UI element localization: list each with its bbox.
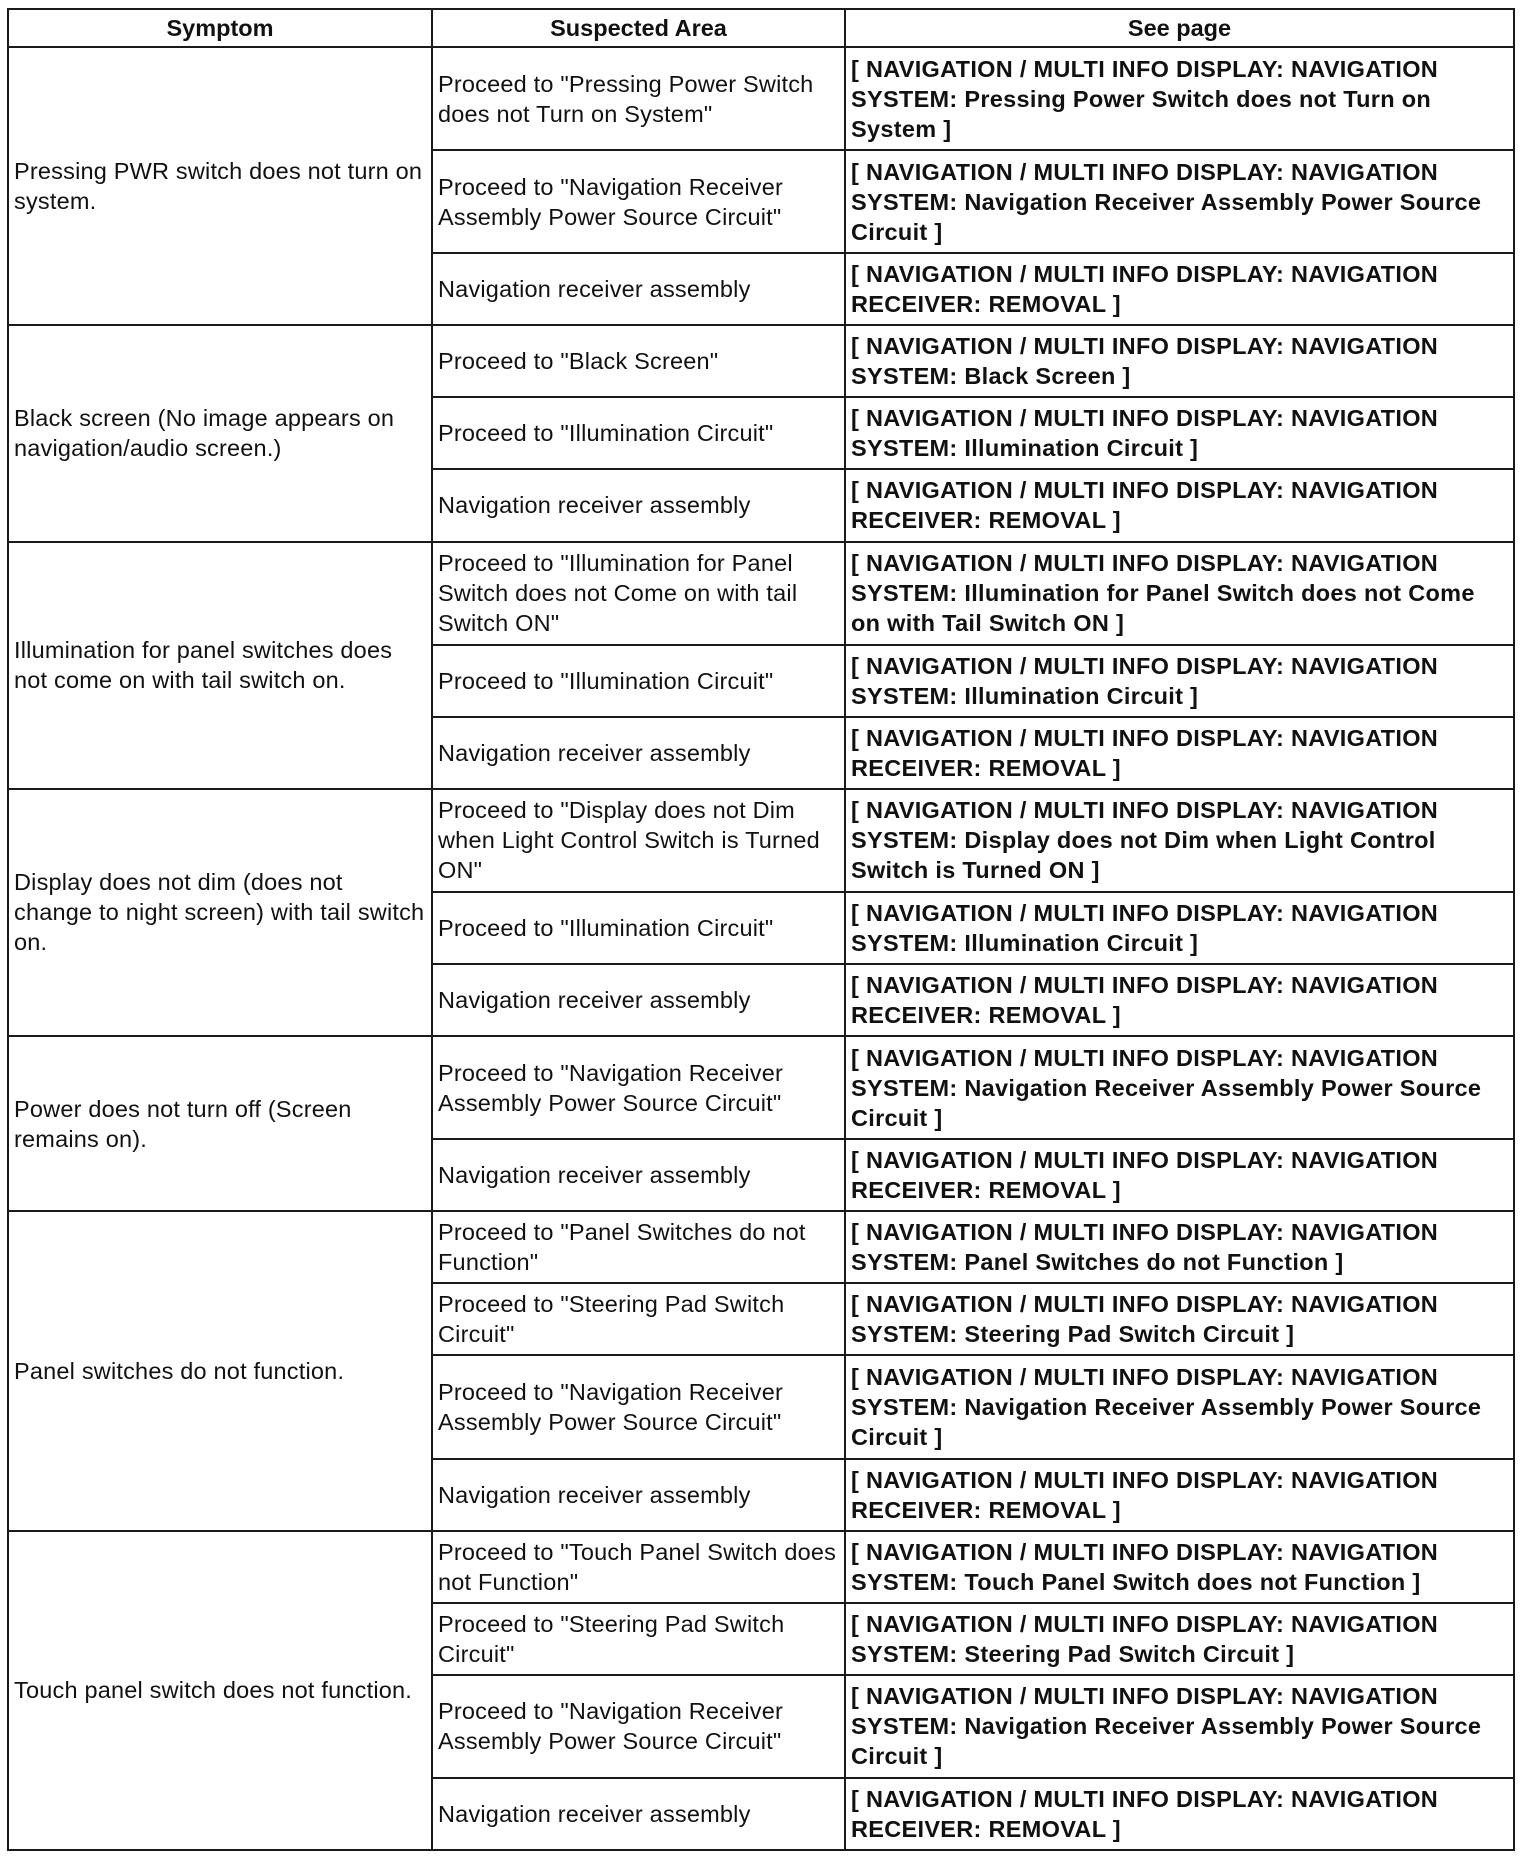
suspected-area-cell: Navigation receiver assembly (432, 1778, 845, 1850)
suspected-area-cell: Proceed to "Touch Panel Switch does not Function" (432, 1531, 845, 1603)
suspected-area-cell: Navigation receiver assembly (432, 1139, 845, 1211)
symptom-cell: Pressing PWR switch does not turn on system. (8, 47, 432, 325)
suspected-area-cell: Proceed to "Illumination for Panel Switch does not Come on with tail Switch ON" (432, 542, 845, 645)
table-row (8, 47, 1514, 150)
suspected-area-cell: Proceed to "Navigation Receiver Assembly Power Source Circuit" (432, 1036, 845, 1139)
table-row (8, 325, 1514, 397)
see-page-link[interactable]: [ NAVIGATION / MULTI INFO DISPLAY: NAVIGATION SYSTEM: Panel Switches do not Function ] (845, 1211, 1514, 1283)
suspected-area-cell: Proceed to "Illumination Circuit" (432, 892, 845, 964)
suspected-area-cell: Proceed to "Illumination Circuit" (432, 645, 845, 717)
see-page-link[interactable]: [ NAVIGATION / MULTI INFO DISPLAY: NAVIGATION SYSTEM: Display does not Dim when Light Control Switch is Turned ON ] (845, 789, 1514, 892)
see-page-link[interactable]: [ NAVIGATION / MULTI INFO DISPLAY: NAVIGATION SYSTEM: Steering Pad Switch Circuit ] (845, 1283, 1514, 1355)
symptom-cell: Power does not turn off (Screen remains on). (8, 1036, 432, 1211)
table-row (8, 542, 1514, 645)
suspected-area-cell: Navigation receiver assembly (432, 253, 845, 325)
see-page-link[interactable]: [ NAVIGATION / MULTI INFO DISPLAY: NAVIGATION RECEIVER: REMOVAL ] (845, 253, 1514, 325)
suspected-area-cell: Navigation receiver assembly (432, 1459, 845, 1531)
see-page-link[interactable]: [ NAVIGATION / MULTI INFO DISPLAY: NAVIGATION RECEIVER: REMOVAL ] (845, 1778, 1514, 1850)
see-page-link[interactable]: [ NAVIGATION / MULTI INFO DISPLAY: NAVIGATION SYSTEM: Navigation Receiver Assembly Power Source Circuit ] (845, 150, 1514, 253)
suspected-area-cell: Proceed to "Steering Pad Switch Circuit" (432, 1283, 845, 1355)
column-header-see-page: See page (845, 9, 1514, 47)
see-page-link[interactable]: [ NAVIGATION / MULTI INFO DISPLAY: NAVIGATION SYSTEM: Illumination for Panel Switch does not Come on with Tail Switch ON ] (845, 542, 1514, 645)
symptom-cell: Panel switches do not function. (8, 1211, 432, 1530)
suspected-area-cell: Proceed to "Navigation Receiver Assembly Power Source Circuit" (432, 1675, 845, 1778)
see-page-link[interactable]: [ NAVIGATION / MULTI INFO DISPLAY: NAVIGATION SYSTEM: Navigation Receiver Assembly Power Source Circuit ] (845, 1036, 1514, 1139)
table-body (8, 47, 1514, 1850)
see-page-link[interactable]: [ NAVIGATION / MULTI INFO DISPLAY: NAVIGATION SYSTEM: Illumination Circuit ] (845, 397, 1514, 469)
see-page-link[interactable]: [ NAVIGATION / MULTI INFO DISPLAY: NAVIGATION SYSTEM: Pressing Power Switch does not Turn on System ] (845, 47, 1514, 150)
suspected-area-cell: Proceed to "Navigation Receiver Assembly Power Source Circuit" (432, 1355, 845, 1458)
column-header-symptom: Symptom (8, 9, 432, 47)
suspected-area-cell: Proceed to "Navigation Receiver Assembly Power Source Circuit" (432, 150, 845, 253)
see-page-link[interactable]: [ NAVIGATION / MULTI INFO DISPLAY: NAVIGATION RECEIVER: REMOVAL ] (845, 1459, 1514, 1531)
see-page-link[interactable]: [ NAVIGATION / MULTI INFO DISPLAY: NAVIGATION SYSTEM: Illumination Circuit ] (845, 645, 1514, 717)
see-page-link[interactable]: [ NAVIGATION / MULTI INFO DISPLAY: NAVIGATION RECEIVER: REMOVAL ] (845, 1139, 1514, 1211)
see-page-link[interactable]: [ NAVIGATION / MULTI INFO DISPLAY: NAVIGATION RECEIVER: REMOVAL ] (845, 964, 1514, 1036)
suspected-area-cell: Navigation receiver assembly (432, 717, 845, 789)
suspected-area-cell: Proceed to "Pressing Power Switch does not Turn on System" (432, 47, 845, 150)
see-page-link[interactable]: [ NAVIGATION / MULTI INFO DISPLAY: NAVIGATION SYSTEM: Navigation Receiver Assembly Power Source Circuit ] (845, 1675, 1514, 1778)
symptom-cell: Black screen (No image appears on navigation/audio screen.) (8, 325, 432, 541)
see-page-link[interactable]: [ NAVIGATION / MULTI INFO DISPLAY: NAVIGATION SYSTEM: Black Screen ] (845, 325, 1514, 397)
table-row (8, 1531, 1514, 1603)
see-page-link[interactable]: [ NAVIGATION / MULTI INFO DISPLAY: NAVIGATION SYSTEM: Illumination Circuit ] (845, 892, 1514, 964)
suspected-area-cell: Navigation receiver assembly (432, 469, 845, 541)
suspected-area-cell: Proceed to "Steering Pad Switch Circuit" (432, 1603, 845, 1675)
table-header-row (8, 9, 1514, 47)
table-row (8, 1036, 1514, 1139)
table-row (8, 789, 1514, 892)
see-page-link[interactable]: [ NAVIGATION / MULTI INFO DISPLAY: NAVIGATION SYSTEM: Navigation Receiver Assembly Power Source Circuit ] (845, 1355, 1514, 1458)
suspected-area-cell: Proceed to "Illumination Circuit" (432, 397, 845, 469)
suspected-area-cell: Proceed to "Display does not Dim when Light Control Switch is Turned ON" (432, 789, 845, 892)
column-header-suspected-area: Suspected Area (432, 9, 845, 47)
symptom-cell: Display does not dim (does not change to night screen) with tail switch on. (8, 789, 432, 1036)
symptom-table (7, 8, 1515, 1851)
see-page-link[interactable]: [ NAVIGATION / MULTI INFO DISPLAY: NAVIGATION SYSTEM: Touch Panel Switch does not Function ] (845, 1531, 1514, 1603)
suspected-area-cell: Proceed to "Black Screen" (432, 325, 845, 397)
suspected-area-cell: Proceed to "Panel Switches do not Function" (432, 1211, 845, 1283)
symptom-cell: Touch panel switch does not function. (8, 1531, 432, 1850)
see-page-link[interactable]: [ NAVIGATION / MULTI INFO DISPLAY: NAVIGATION RECEIVER: REMOVAL ] (845, 469, 1514, 541)
table-row (8, 1211, 1514, 1283)
see-page-link[interactable]: [ NAVIGATION / MULTI INFO DISPLAY: NAVIGATION SYSTEM: Steering Pad Switch Circuit ] (845, 1603, 1514, 1675)
suspected-area-cell: Navigation receiver assembly (432, 964, 845, 1036)
symptom-cell: Illumination for panel switches does not come on with tail switch on. (8, 542, 432, 789)
see-page-link[interactable]: [ NAVIGATION / MULTI INFO DISPLAY: NAVIGATION RECEIVER: REMOVAL ] (845, 717, 1514, 789)
